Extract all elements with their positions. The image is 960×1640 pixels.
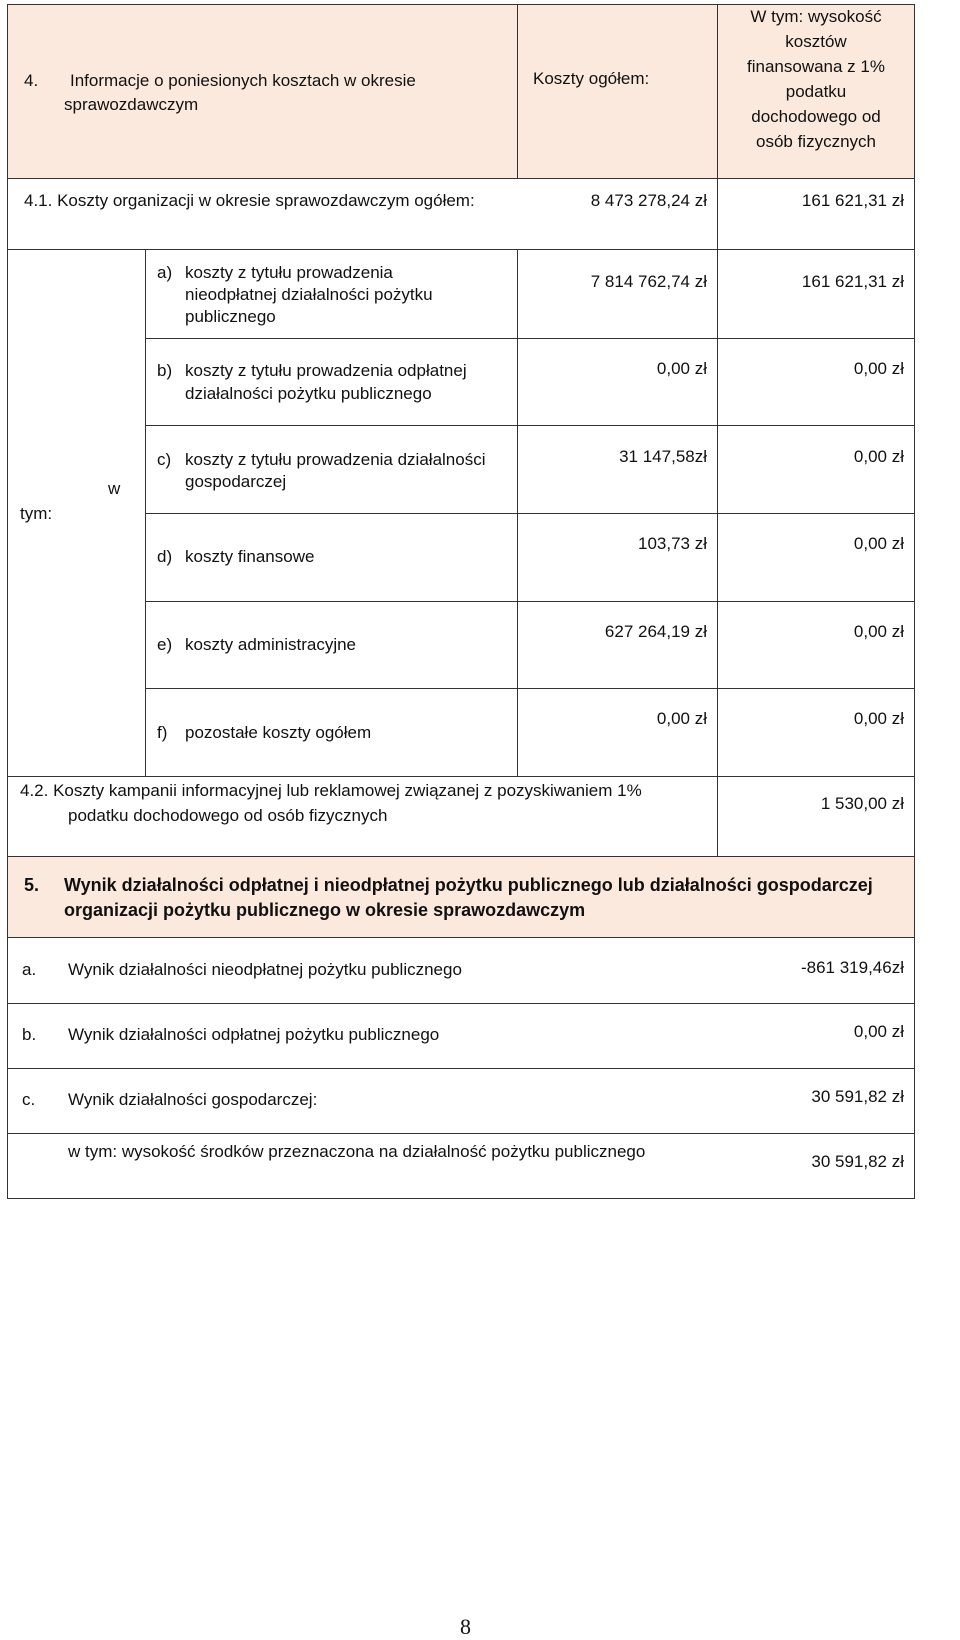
divider [145,688,915,689]
tym-label: tym: [20,504,53,523]
divider [145,425,915,426]
breakdown-label: koszty z tytułu prowadzenia działalności [185,450,486,469]
header-line: W tym: wysokość [750,7,882,26]
breakdown-label: gospodarczej [185,472,287,491]
page-number: 8 [460,1614,471,1639]
breakdown-onepercent: 0,00 zł [853,622,904,641]
breakdown-label: nieodpłatnej działalności pożytku [185,285,433,304]
breakdown-letter: e) [157,635,173,654]
header-line: finansowana z 1% [747,57,885,76]
campaign-label-line1: 4.2. Koszty kampanii informacyjnej lub reklamowej związanej z pozyskiwaniem 1% [20,781,642,800]
breakdown-letter: d) [157,547,173,566]
result-value: -861 319,46zł [800,958,904,977]
result-label: Wynik działalności odpłatnej pożytku publicznego [68,1025,440,1044]
total-costs-value: 8 473 278,24 zł [590,191,707,210]
campaign-label-line2: podatku dochodowego od osób fizycznych [68,806,388,825]
breakdown-letter: c) [157,450,172,469]
result-letter: b. [22,1025,37,1044]
breakdown-onepercent: 0,00 zł [853,359,904,378]
section4-title-line1: Informacje o poniesionych kosztach w okresie [70,71,416,90]
result-letter: c. [22,1090,36,1109]
result-subrow-value: 30 591,82 zł [811,1152,904,1171]
column-header-total: Koszty ogółem: [533,69,650,88]
divider [145,513,915,514]
breakdown-label: koszty z tytułu prowadzenia [185,263,393,282]
divider [517,249,518,776]
breakdown-total: 0,00 zł [656,359,707,378]
breakdown-total: 103,73 zł [638,534,707,553]
section5-title-line2: organizacji pożytku publicznego w okresie sprawozdawczym [64,900,586,920]
result-subrow-label: w tym: wysokość środków przeznaczona na działalność pożytku publicznego [68,1142,646,1161]
result-label: Wynik działalności gospodarczej: [68,1090,318,1109]
breakdown-label: pozostałe koszty ogółem [185,723,372,742]
breakdown-letter: b) [157,361,173,380]
divider [7,776,915,777]
breakdown-label: koszty finansowe [185,547,315,566]
breakdown-total: 31 147,58zł [619,447,707,466]
breakdown-label: publicznego [185,307,276,326]
divider [145,249,146,776]
header-line: osób fizycznych [756,132,876,151]
breakdown-letter: a) [157,263,173,282]
divider [7,937,915,938]
breakdown-total: 627 264,19 zł [604,622,707,641]
divider [145,338,915,339]
result-label: Wynik działalności nieodpłatnej pożytku publicznego [68,960,462,979]
section4-title-line2: sprawozdawczym [64,95,199,114]
breakdown-onepercent: 0,00 zł [853,447,904,466]
divider [517,4,518,178]
divider [7,178,915,179]
divider [7,1068,915,1069]
breakdown-label: koszty administracyjne [185,635,357,654]
divider [717,776,718,857]
breakdown-onepercent: 161 621,31 zł [801,272,904,291]
header-line: kosztów [785,32,847,51]
divider [717,249,718,776]
total-costs-label: 4.1. Koszty organizacji w okresie sprawozdawczym ogółem: [24,191,475,210]
total-costs-onepercent: 161 621,31 zł [801,191,904,210]
divider [7,1003,915,1004]
breakdown-total: 7 814 762,74 zł [590,272,707,291]
breakdown-label: działalności pożytku publicznego [185,384,432,403]
section5-title-line1: Wynik działalności odpłatnej i nieodpłatnej pożytku publicznego lub działalności gospodarczej [64,875,873,895]
header-line: dochodowego od [751,107,881,126]
section4-number: 4. [24,71,39,90]
breakdown-onepercent: 0,00 zł [853,534,904,553]
breakdown-label: koszty z tytułu prowadzenia odpłatnej [185,361,467,380]
divider [7,249,915,250]
breakdown-letter: f) [157,723,168,742]
section5-number: 5. [24,875,40,895]
campaign-value: 1 530,00 zł [820,794,904,813]
w-label: w [108,479,121,498]
divider [717,178,718,249]
breakdown-onepercent: 0,00 zł [853,709,904,728]
result-value: 0,00 zł [853,1022,904,1041]
result-letter: a. [22,960,37,979]
result-value: 30 591,82 zł [811,1087,904,1106]
breakdown-total: 0,00 zł [656,709,707,728]
divider [7,1133,915,1134]
header-line: podatku [785,82,847,101]
divider [145,601,915,602]
